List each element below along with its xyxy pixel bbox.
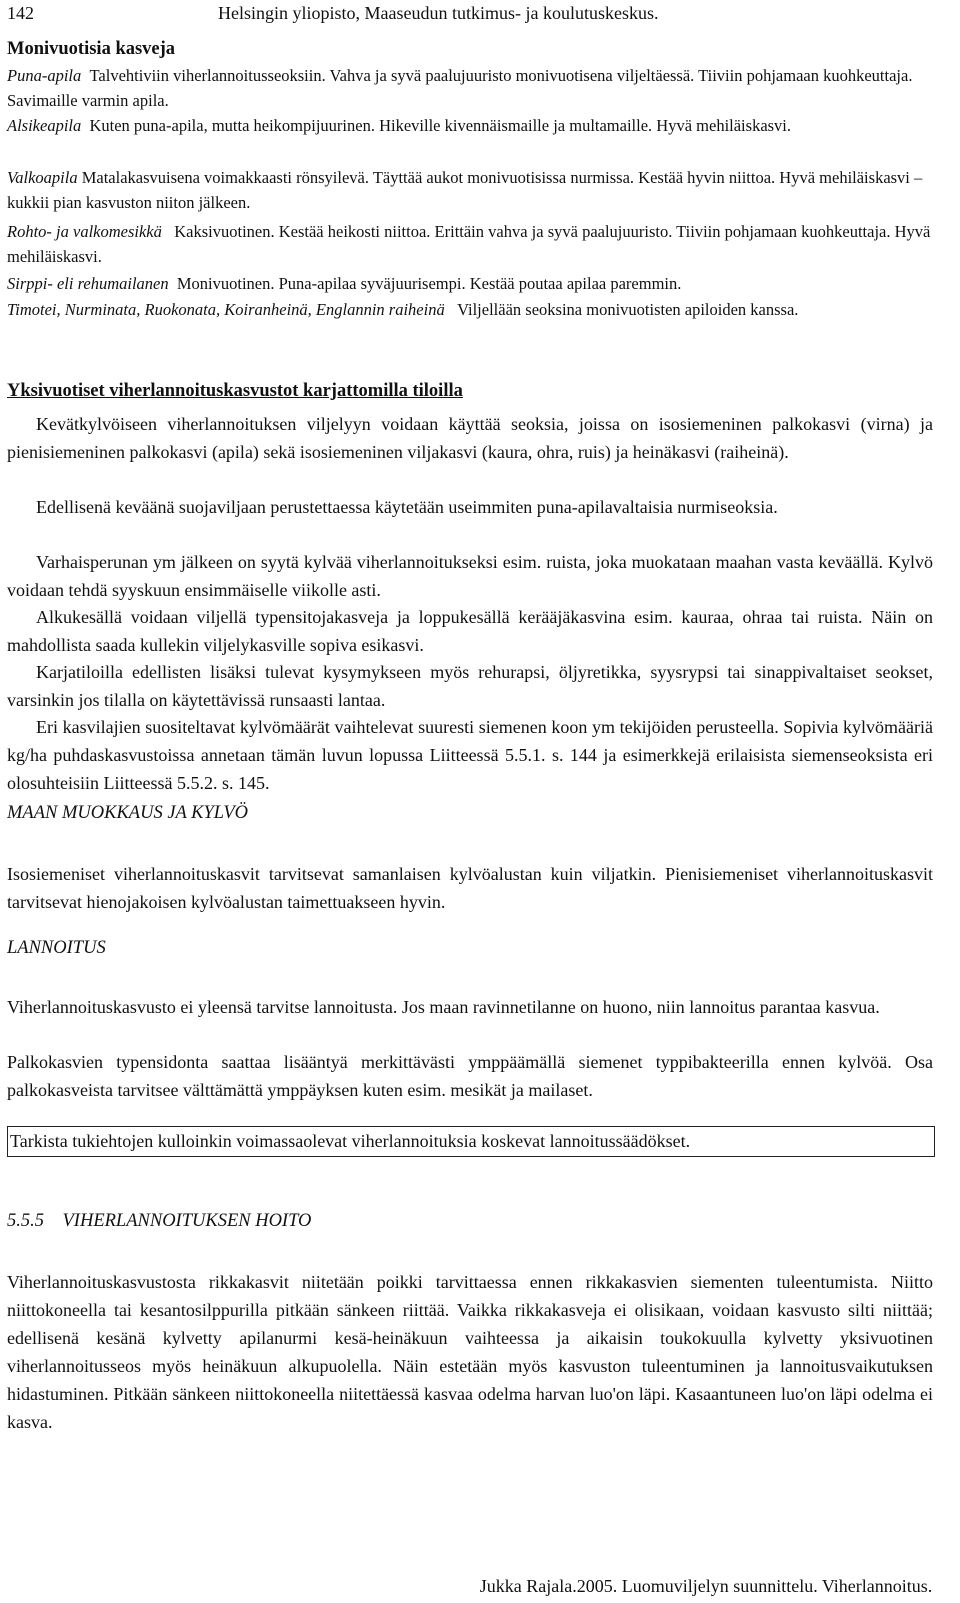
annual-paragraph: Eri kasvilajien suositeltavat kylvömäärät vaihtelevat suuresti siemenen koon ym tekijöiden perusteella. Sopivia kylvömääriä kg/ha puhdaskasvustoissa annetaan tämän luvun lopussa Liitteessä 5.5.1. s. 144 ja esimerkkejä erilaisista siemenseoksista eri olosuhteisiin Liitteessä 5.5.2. s. 145. bbox=[7, 717, 933, 793]
plant-entry bbox=[7, 114, 935, 139]
care-text: Viherlannoituskasvustosta rikkakasvit niitetään poikki tarvittaessa ennen rikkakasvien siementen tuleentumista. Niitto niittokoneella tai kesantosilppurilla pitkään sänkeen riittää. Vaikka rikkakasveja ei olisikaan, voidaan kasvusto silti niittää; edellisenä kesänä kylvetty apilanurmi kesä-heinäkuun vaihteessa ja aikaisin toukokuulla kylvetty yksivuotinen viherlannoitusseos myös heinäkuun alkupuolella. Näin estetään myös kasvuston tuleentuminen ja lannoitusvaikutuksen hidastuminen. Pitkään sänkeen niittokoneella niitettäessä kasvaa odelma harvan luo'on läpi. Kasaantuneen luo'on läpi odelma ei kasva. bbox=[7, 1272, 933, 1432]
annual-paragraph: Varhaisperunan ym jälkeen on syytä kylvää viherlannoitukseksi esim. ruista, joka muokataan maahan vasta keväällä. Kylvö voidaan tehdä syyskuun ensimmäiselle viikolle asti. bbox=[7, 552, 933, 600]
plant-name: Timotei, Nurminata, Ruokonata, Koiranheinä, Englannin raiheinä bbox=[7, 300, 445, 319]
plant-description: Kuten puna-apila, mutta heikompijuurinen. Hikeville kivennäismaille ja multamaille. Hyvä mehiläiskasvi. bbox=[89, 116, 792, 135]
plant-name: Alsikeapila bbox=[7, 116, 82, 135]
plant-description: Viljellään seoksina monivuotisten apiloiden kanssa. bbox=[457, 300, 799, 319]
page-header bbox=[7, 0, 939, 28]
page-number: 142 bbox=[7, 3, 34, 23]
plant-name: Puna-apila bbox=[7, 66, 82, 85]
regulation-notice: Tarkista tukiehtojen kulloinkin voimassaolevat viherlannoituksia koskevat lannoitussäädökset. bbox=[7, 1126, 935, 1157]
plant-entry bbox=[7, 220, 935, 269]
tillage-heading: MAAN MUOKKAUS JA KYLVÖ bbox=[7, 803, 249, 823]
plant-description: Talvehtiviin viherlannoitusseoksiin. Vahva ja syvä paalujuuristo monivuotisena viljeltäessä. Tiiviin pohjamaan kuohkeuttaja. Savimaille varmin apila. bbox=[7, 66, 913, 110]
annual-heading: Yksivuotiset viherlannoituskasvustot karjattomilla tiloilla bbox=[7, 381, 463, 401]
annual-paragraph: Kevätkylvöiseen viherlannoituksen viljelyyn voidaan käyttää seoksia, joissa on isosiemeninen palkokasvi (virna) ja pienisiemeninen palkokasvi (apila) sekä isosiemeninen viljakasvi (kaura, ohra, ruis) ja heinäkasvi (raiheinä). bbox=[7, 414, 933, 462]
fertilization-text: Viherlannoituskasvusto ei yleensä tarvitse lannoitusta. Jos maan ravinnetilanne on huono, niin lannoitus parantaa kasvua. bbox=[7, 997, 880, 1017]
annual-paragraph: Karjatiloilla edellisten lisäksi tulevat kysymykseen myös rehurapsi, öljyretikka, syysrypsi tai sinappivaltaiset seokset, varsinkin jos tilalla on käytettävissä runsaasti lantaa. bbox=[7, 662, 933, 710]
fertilization-heading: LANNOITUS bbox=[7, 938, 106, 958]
perennials-heading: Monivuotisia kasveja bbox=[7, 39, 176, 59]
plant-description: Kaksivuotinen. Kestää heikosti niittoa. Erittäin vahva ja syvä paalujuuristo. Tiiviin pohjamaan kuohkeuttaja. Hyvä mehiläiskasvi. bbox=[7, 222, 931, 266]
tillage-text: Isosiemeniset viherlannoituskasvit tarvitsevat samanlaisen kylvöalustan kuin viljatkin. Pienisiemeniset viherlannoituskasvit tarvitsevat hienojakoisen kylvöalustan taimettuakseen hyvin. bbox=[7, 864, 933, 912]
plant-name: Sirppi- eli rehumailanen bbox=[7, 274, 169, 293]
footer-text: Jukka Rajala.2005. Luomuviljelyn suunnittelu. Viherlannoitus. bbox=[479, 1576, 933, 1596]
plant-name: Rohto- ja valkomesikkä bbox=[7, 222, 162, 241]
plant-description: Monivuotinen. Puna-apilaa syväjuurisempi. Kestää poutaa apilaa paremmin. bbox=[176, 274, 682, 293]
plant-entry bbox=[7, 166, 935, 215]
fertilization-text: Palkokasvien typensidonta saattaa lisääntyä merkittävästi ymppäämällä siemenet typpibakteerilla ennen kylvöä. Osa palkokasveista tarvitsee välttämättä ymppäyksen kuten esim. mesikät ja mailaset. bbox=[7, 1052, 933, 1100]
plant-entry bbox=[7, 272, 935, 297]
plant-name: Valkoapila bbox=[7, 168, 78, 187]
header-title: Helsingin yliopisto, Maaseudun tutkimus- ja koulutuskeskus. bbox=[218, 3, 659, 23]
plant-entry bbox=[7, 64, 935, 113]
annual-paragraph: Alkukesällä voidaan viljellä typensitojakasveja ja loppukesällä kerääjäkasvina esim. kauraa, ohraa tai ruista. Näin on mahdollista saada kullekin viljelykasville sopiva esikasvi. bbox=[7, 607, 933, 655]
page-footer bbox=[7, 1573, 939, 1600]
annual-paragraph: Edellisenä keväänä suojaviljaan perustettaessa käytetään useimmiten puna-apilavaltaisia nurmiseoksia. bbox=[36, 497, 778, 517]
plant-description: Matalakasvuisena voimakkaasti rönsyilevä. Täyttää aukot monivuotisissa nurmissa. Kestää hyvin niittoa. Hyvä mehiläiskasvi – kukkii pian kasvuston niiton jälkeen. bbox=[7, 168, 923, 212]
plant-entry bbox=[7, 298, 935, 323]
care-heading: 5.5.5 VIHERLANNOITUKSEN HOITO bbox=[7, 1211, 312, 1231]
